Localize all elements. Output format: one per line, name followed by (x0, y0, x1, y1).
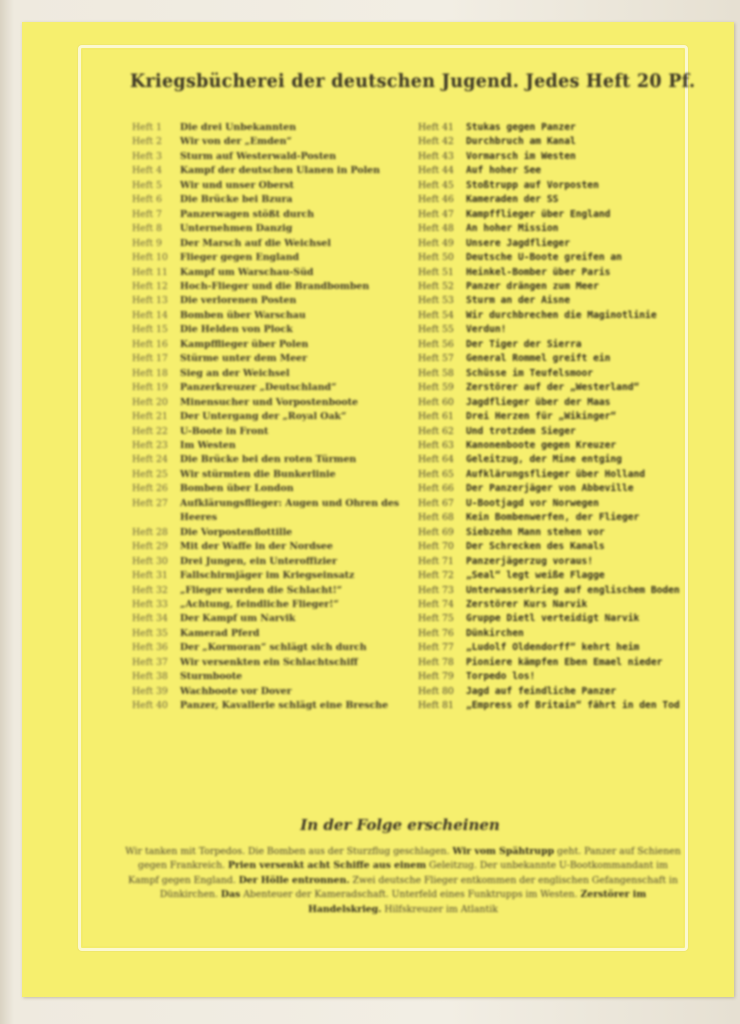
booklet-title: Der Untergang der „Royal Oak“ (180, 411, 347, 423)
booklet-title: Pioniere kämpfen Eben Emael nieder (466, 656, 663, 668)
booklet-entry (132, 164, 402, 178)
booklet-title: Und trotzdem Sieger (466, 425, 576, 437)
booklet-entry (418, 237, 688, 251)
booklet-entry (132, 237, 402, 251)
booklet-entry (418, 598, 688, 612)
booklet-entry (418, 670, 688, 684)
booklet-title: Bomben über Warschau (180, 309, 306, 321)
booklet-entry (132, 612, 402, 626)
booklet-number: Heft 61 (418, 411, 454, 423)
booklet-title: Sturmboote (180, 671, 243, 683)
booklet-entry (132, 121, 402, 135)
booklet-entry (418, 569, 688, 583)
booklet-number: Heft 67 (418, 497, 454, 509)
booklet-number: Heft 69 (418, 526, 454, 538)
booklet-title: Panzer drängen zum Meer (466, 280, 599, 292)
booklet-title: Der Tiger der Sierra (466, 338, 582, 350)
booklet-number: Heft 48 (418, 223, 454, 235)
booklet-number: Heft 8 (132, 223, 162, 235)
booklet-number: Heft 36 (132, 642, 168, 654)
booklet-title: Kampf um Warschau-Süd (180, 266, 314, 278)
booklet-number: Heft 6 (132, 194, 162, 206)
booklet-number: Heft 66 (418, 483, 454, 495)
booklet-title: Der Schrecken des Kanals (466, 541, 605, 553)
forthcoming-title-segment: Prien versenkt acht Schiffe aus einem (227, 860, 427, 872)
booklet-title: „Empress of Britain“ fährt in den Tod (466, 700, 680, 712)
booklet-number: Heft 26 (132, 483, 168, 495)
booklet-title: Stürme unter dem Meer (180, 353, 308, 365)
booklet-number: Heft 50 (418, 252, 454, 264)
booklet-title: Kampf der deutschen Ulanen in Polen (180, 165, 380, 177)
booklet-entry (132, 410, 402, 424)
forthcoming-title-segment: Zwei deutsche Flieger entkommen der englischen Gefangenschaft in Dünkirchen. (159, 874, 678, 901)
booklet-number: Heft 65 (418, 468, 454, 480)
booklet-number: Heft 47 (418, 208, 454, 220)
forthcoming-title-segment: Der Hölle entronnen. (238, 874, 350, 886)
booklet-number: Heft 71 (418, 555, 454, 567)
booklet-number: Heft 41 (418, 122, 454, 133)
booklet-entry (418, 352, 688, 366)
booklet-entry (418, 468, 688, 482)
booklet-title: Im Westen (180, 439, 236, 451)
booklet-number: Heft 58 (418, 367, 454, 379)
booklet-title: Sturm auf Westerwald-Posten (180, 150, 337, 162)
booklet-number: Heft 44 (418, 165, 454, 177)
booklet-number: Heft 42 (418, 136, 454, 148)
booklet-entry (418, 410, 688, 424)
booklet-entry (132, 352, 402, 366)
booklet-number: Heft 25 (132, 468, 168, 480)
booklet-entry (132, 453, 402, 467)
booklet-entry (132, 396, 402, 410)
booklet-number: Heft 23 (132, 439, 168, 451)
booklet-entry (418, 497, 688, 511)
booklet-entry (418, 222, 688, 236)
booklet-number: Heft 30 (132, 555, 168, 567)
booklet-entry (132, 251, 402, 265)
booklet-entry (132, 699, 402, 713)
booklet-title: „Flieger werden die Schlacht!“ (180, 584, 343, 596)
booklet-entry (132, 367, 402, 381)
booklet-entry (418, 179, 688, 193)
page-header: Kriegsbücherei der deutschen Jugend. Jedes Heft 20 Pf. (130, 71, 696, 93)
booklet-title: „Ludolf Oldendorff“ kehrt heim (466, 642, 640, 654)
booklet-entry (418, 453, 688, 467)
booklet-title: Die drei Unbekannten (180, 122, 297, 133)
booklet-title: Durchbruch am Kanal (466, 136, 576, 148)
booklet-title: Verdun! (466, 324, 507, 336)
forthcoming-title-segment: Wir vom Spähtrupp (452, 846, 555, 857)
booklet-entry (132, 555, 402, 569)
booklet-number: Heft 13 (132, 295, 168, 307)
booklet-title: Bomben über London (180, 483, 294, 495)
booklet-title: Wir und unser Oberst (180, 179, 294, 191)
booklet-title: Sturm an der Aisne (466, 295, 570, 307)
booklet-number: Heft 54 (418, 309, 454, 321)
booklet-number: Heft 17 (132, 353, 168, 365)
booklet-number: Heft 11 (132, 266, 168, 278)
booklet-number: Heft 51 (418, 266, 454, 278)
booklet-title: Unsere Jagdflieger (466, 237, 570, 249)
booklet-entry (418, 612, 688, 626)
booklet-entry (418, 511, 688, 525)
booklet-number: Heft 64 (418, 454, 454, 466)
booklet-number: Heft 70 (418, 541, 454, 553)
booklet-title: Dünkirchen (466, 627, 524, 639)
booklet-number: Heft 46 (418, 194, 454, 206)
booklet-title: Deutsche U-Boote greifen an (466, 252, 622, 264)
booklet-entry (132, 569, 402, 583)
booklet-title: U-Bootjagd vor Norwegen (466, 497, 599, 509)
booklet-number: Heft 9 (132, 237, 162, 249)
booklet-number: Heft 73 (418, 584, 454, 596)
booklet-title: Panzerwagen stößt durch (180, 208, 315, 220)
booklet-number: Heft 20 (132, 396, 168, 408)
booklet-number: Heft 75 (418, 613, 454, 625)
booklet-number: Heft 10 (132, 252, 168, 264)
forthcoming-title-segment: Abenteuer der Kameradschaft. Unterfeld eines Funktrupps im Westen. (243, 889, 578, 901)
booklet-entry (132, 309, 402, 323)
booklet-title: Schüsse im Teufelsmoor (466, 367, 594, 379)
booklet-number: Heft 7 (132, 208, 162, 220)
booklet-entry (418, 193, 688, 207)
booklet-list-right (418, 121, 688, 714)
booklet-entry (418, 699, 688, 713)
booklet-number: Heft 15 (132, 324, 168, 336)
booklet-title: Stukas gegen Panzer (466, 122, 576, 133)
booklet-title: Der „Kormoran“ schlägt sich durch (180, 642, 367, 654)
booklet-entry (132, 280, 402, 294)
booklet-title: Wir versenkten ein Schlachtschiff (180, 656, 358, 668)
booklet-number: Heft 76 (418, 627, 454, 639)
booklet-entry (132, 685, 402, 699)
forthcoming-heading: In der Folge erscheinen (300, 816, 500, 834)
forthcoming-title-segment: Zerstörer im Handelskrieg. (308, 889, 647, 915)
booklet-number: Heft 55 (418, 324, 454, 336)
booklet-number: Heft 31 (132, 570, 168, 582)
booklet-entry (418, 280, 688, 294)
booklet-title: General Rommel greift ein (466, 353, 611, 365)
booklet-title: Aufklärungsflieger: Augen und Ohren des Heeres (180, 497, 400, 524)
booklet-entry (132, 294, 402, 308)
booklet-title: Aufklärungsflieger über Holland (466, 468, 646, 480)
booklet-entry (132, 425, 402, 439)
booklet-number: Heft 37 (132, 656, 168, 668)
booklet-number: Heft 49 (418, 237, 454, 249)
booklet-title: Jagdflieger über der Maas (466, 396, 611, 408)
booklet-title: Auf hoher See (466, 165, 542, 177)
booklet-number: Heft 79 (418, 671, 454, 683)
booklet-entry (418, 135, 688, 149)
booklet-number: Heft 2 (132, 136, 162, 148)
booklet-number: Heft 43 (418, 150, 454, 162)
booklet-title: Zerstörer auf der „Westerland“ (466, 382, 640, 394)
booklet-title: Die Vorpostenflottille (180, 526, 293, 538)
booklet-entry (132, 656, 402, 670)
forthcoming-titles (122, 845, 684, 917)
booklet-entry (132, 641, 402, 655)
booklet-title: Mit der Waffe in der Nordsee (180, 541, 333, 553)
booklet-entry (418, 627, 688, 641)
booklet-number: Heft 1 (132, 122, 162, 133)
booklet-number: Heft 34 (132, 613, 168, 625)
booklet-entry (418, 323, 688, 337)
booklet-entry (418, 641, 688, 655)
booklet-number: Heft 28 (132, 526, 168, 538)
booklet-title: Zerstörer Kurs Narvik (466, 598, 588, 610)
booklet-entry (418, 266, 688, 280)
booklet-entry (132, 540, 402, 554)
booklet-title: Drei Herzen für „Wikinger“ (466, 411, 617, 423)
booklet-entry (132, 323, 402, 337)
booklet-title: „Seal“ legt weiße Flagge (466, 570, 605, 582)
booklet-title: Wir stürmten die Bunkerlinie (180, 468, 336, 480)
booklet-title: Vormarsch im Westen (466, 150, 576, 162)
booklet-title: Die Brücke bei den roten Türmen (180, 454, 357, 466)
booklet-title: Sieg an der Weichsel (180, 367, 290, 379)
booklet-number: Heft 74 (418, 598, 454, 610)
booklet-number: Heft 18 (132, 367, 168, 379)
booklet-list-left (132, 121, 402, 714)
booklet-title: Drei Jungen, ein Unteroffizier (180, 555, 337, 567)
booklet-number: Heft 32 (132, 584, 168, 596)
booklet-title: Die Helden von Plock (180, 324, 293, 336)
booklet-number: Heft 60 (418, 396, 454, 408)
booklet-title: Fallschirmjäger im Kriegseinsatz (180, 570, 355, 582)
booklet-entry (132, 468, 402, 482)
booklet-entry (418, 396, 688, 410)
booklet-title: Wir durchbrechen die Maginotlinie (466, 309, 657, 321)
booklet-number: Heft 80 (418, 685, 454, 697)
booklet-entry (132, 338, 402, 352)
booklet-title: „Achtung, feindliche Flieger!“ (180, 598, 339, 610)
booklet-number: Heft 81 (418, 700, 454, 712)
booklet-number: Heft 14 (132, 309, 168, 321)
booklet-number: Heft 68 (418, 512, 454, 524)
booklet-title: Unterwasserkrieg auf englischem Boden (466, 584, 680, 596)
booklet-title: Heinkel-Bomber über Paris (466, 266, 611, 278)
forthcoming-title-segment: Geleitzug. Der unbekannte U-Bootkommandant im Kampf gegen England. (128, 860, 668, 886)
booklet-title: Kamerad Pferd (180, 627, 260, 639)
booklet-entry (418, 685, 688, 699)
booklet-number: Heft 21 (132, 411, 168, 423)
booklet-title: Kein Bombenwerfen, der Flieger (466, 512, 640, 524)
booklet-number: Heft 72 (418, 570, 454, 582)
booklet-title: Jagd auf feindliche Panzer (466, 685, 617, 697)
booklet-entry (418, 338, 688, 352)
booklet-entry (132, 179, 402, 193)
booklet-title: Flieger gegen England (180, 252, 300, 264)
booklet-title: Minensucher und Vorpostenboote (180, 396, 358, 408)
booklet-title: Stoßtrupp auf Vorposten (466, 179, 599, 191)
booklet-title: Gruppe Dietl verteidigt Narvik (466, 613, 640, 625)
booklet-entry (132, 497, 402, 526)
booklet-title: Die verlorenen Posten (180, 295, 297, 307)
booklet-entry (418, 121, 688, 135)
booklet-number: Heft 53 (418, 295, 454, 307)
booklet-title: Wachboote vor Dover (180, 685, 292, 697)
booklet-entry (132, 381, 402, 395)
booklet-entry (418, 555, 688, 569)
booklet-title: Wir von der „Emden“ (180, 136, 292, 148)
booklet-entry (418, 656, 688, 670)
booklet-number: Heft 22 (132, 425, 168, 437)
booklet-title: Hoch-Flieger und die Brandbomben (180, 280, 370, 292)
booklet-entry (132, 208, 402, 222)
booklet-entry (132, 584, 402, 598)
booklet-entry (418, 208, 688, 222)
booklet-title: Panzerjägerzug voraus! (466, 555, 594, 567)
booklet-number: Heft 3 (132, 150, 162, 162)
booklet-entry (132, 439, 402, 453)
booklet-title: Torpedo los! (466, 671, 536, 683)
booklet-entry (418, 164, 688, 178)
booklet-entry (132, 670, 402, 684)
booklet-title: Kanonenboote gegen Kreuzer (466, 439, 617, 451)
booklet-title: Unternehmen Danzig (180, 223, 293, 235)
booklet-number: Heft 52 (418, 280, 454, 292)
booklet-number: Heft 24 (132, 454, 168, 466)
booklet-number: Heft 77 (418, 642, 454, 654)
booklet-title: Der Panzerjäger von Abbeville (466, 483, 634, 495)
booklet-number: Heft 62 (418, 425, 454, 437)
booklet-number: Heft 19 (132, 382, 168, 394)
booklet-title: Kampfflieger über Polen (180, 338, 309, 350)
booklet-number: Heft 35 (132, 627, 168, 639)
booklet-entry (132, 526, 402, 540)
booklet-number: Heft 29 (132, 541, 168, 553)
booklet-entry (132, 135, 402, 149)
forthcoming-title-segment: geht. Panzer auf Schienen gegen Frankreich. (138, 846, 681, 872)
booklet-title: Die Brücke bei Bzura (180, 194, 293, 206)
booklet-number: Heft 57 (418, 353, 454, 365)
booklet-number: Heft 16 (132, 338, 168, 350)
booklet-entry (418, 251, 688, 265)
booklet-title: Kameraden der SS (466, 194, 559, 206)
booklet-entry (418, 367, 688, 381)
booklet-entry (132, 150, 402, 164)
booklet-entry (418, 482, 688, 496)
booklet-title: An hoher Mission (466, 223, 559, 235)
booklet-title: Siebzehn Mann stehen vor (466, 526, 605, 538)
booklet-number: Heft 33 (132, 598, 168, 610)
booklet-title: Panzer, Kavallerie schlägt eine Bresche (180, 700, 389, 712)
booklet-entry (418, 584, 688, 598)
booklet-title: Geleitzug, der Mine entging (466, 454, 622, 466)
booklet-number: Heft 4 (132, 165, 162, 177)
booklet-entry (132, 222, 402, 236)
booklet-entry (132, 482, 402, 496)
booklet-number: Heft 5 (132, 179, 162, 191)
booklet-entry (418, 381, 688, 395)
booklet-entry (132, 266, 402, 280)
booklet-number: Heft 56 (418, 338, 454, 350)
booklet-number: Heft 27 (132, 497, 168, 509)
booklet-entry (418, 439, 688, 453)
booklet-entry (132, 598, 402, 612)
forthcoming-title-segment: Hilfskreuzer im Atlantik (384, 903, 498, 915)
booklet-number: Heft 63 (418, 439, 454, 451)
booklet-number: Heft 38 (132, 671, 168, 683)
booklet-entry (418, 309, 688, 323)
booklet-entry (418, 540, 688, 554)
booklet-number: Heft 40 (132, 700, 168, 712)
booklet-title: Der Marsch auf die Weichsel (180, 237, 331, 249)
booklet-number: Heft 59 (418, 382, 454, 394)
booklet-entry (418, 294, 688, 308)
booklet-number: Heft 45 (418, 179, 454, 191)
booklet-title: Panzerkreuzer „Deutschland“ (180, 382, 337, 394)
booklet-entry (418, 526, 688, 540)
forthcoming-title-segment: Wir tanken mit Torpedos. Die Bomben aus der Sturzflug geschlagen. (125, 846, 450, 857)
forthcoming-title-segment: Das (220, 889, 241, 901)
booklet-entry (418, 425, 688, 439)
booklet-entry (132, 627, 402, 641)
booklet-number: Heft 12 (132, 280, 168, 292)
booklet-number: Heft 39 (132, 685, 168, 697)
booklet-title: Kampfflieger über England (466, 208, 611, 220)
booklet-title: Der Kampf um Narvik (180, 613, 296, 625)
booklet-number: Heft 78 (418, 656, 454, 668)
booklet-entry (132, 193, 402, 207)
booklet-title: U-Boote in Front (180, 425, 269, 437)
booklet-entry (418, 150, 688, 164)
